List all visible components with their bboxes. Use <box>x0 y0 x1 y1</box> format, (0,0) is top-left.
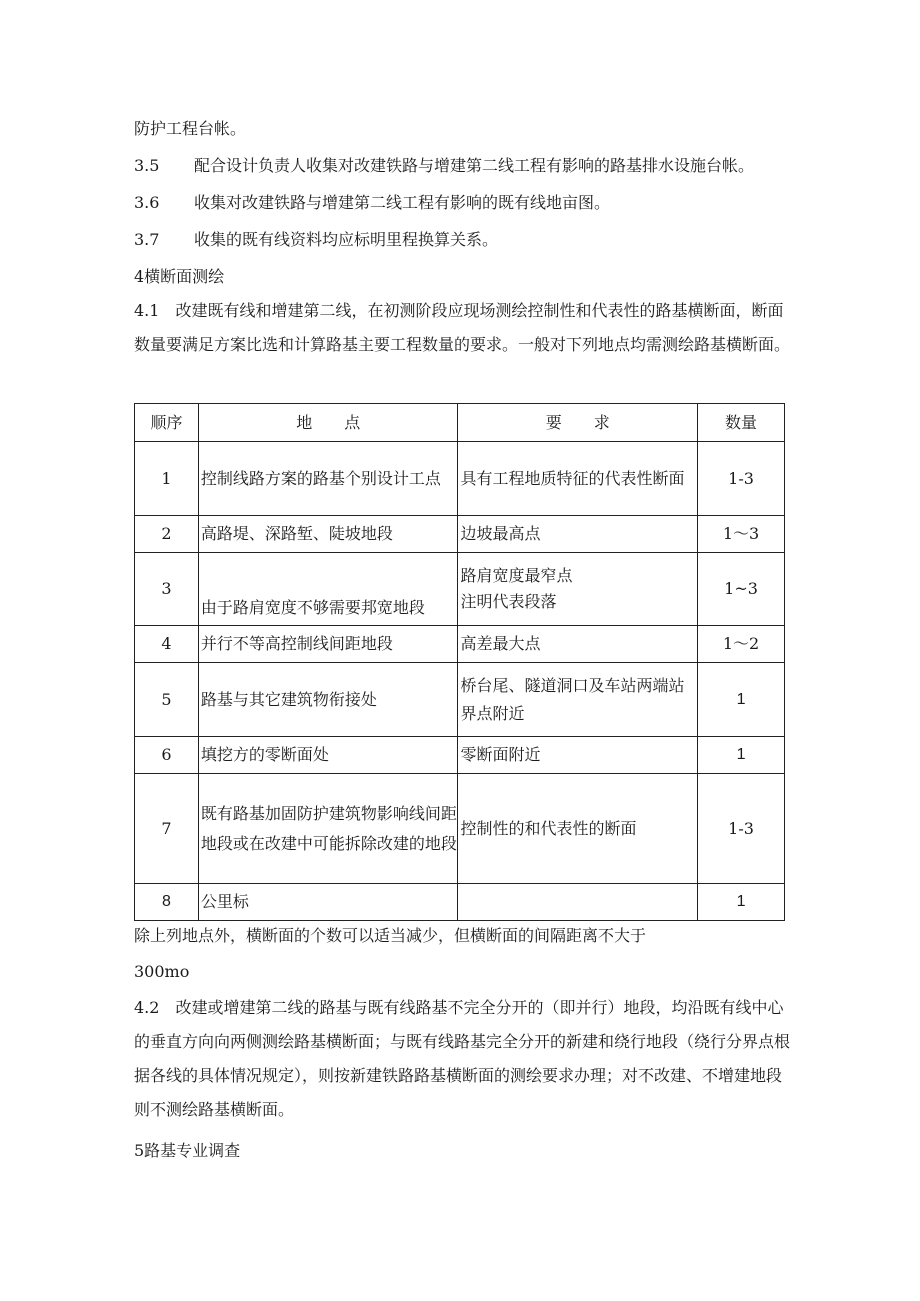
header-quantity: 数量 <box>698 404 785 442</box>
row-requirement <box>458 884 698 921</box>
row-location: 控制线路方案的路基个别设计工点 <box>198 442 458 516</box>
row-quantity: 1～2 <box>698 626 785 663</box>
row-order: 5 <box>135 663 199 737</box>
survey-location-table <box>134 403 785 921</box>
header-location: 地 点 <box>198 404 458 442</box>
row-requirement: 零断面附近 <box>458 737 698 774</box>
row-location: 高路堤、深路堑、陡坡地段 <box>198 516 458 553</box>
row-location: 填挖方的零断面处 <box>198 737 458 774</box>
row-requirement <box>458 553 698 626</box>
table-row <box>135 553 785 626</box>
table-row <box>135 663 785 737</box>
paragraph-3-5 <box>134 153 754 176</box>
row-order: 4 <box>135 626 199 663</box>
section-text: 收集的既有线资料均应标明里程换算关系。 <box>194 230 499 249</box>
row-requirement: 高差最大点 <box>458 626 698 663</box>
paragraph-4-1: 4.1 改建既有线和增建第二线，在初测阶段应现场测绘控制性和代表性的路基横断面，断面数量要满足方案比选和计算路基主要工程数量的要求。一般对下列地点均需测绘路基横断面。 <box>134 301 791 354</box>
table-row <box>135 626 785 663</box>
requirement-line-2: 注明代表段落 <box>460 592 557 611</box>
paragraph-3-6 <box>134 190 610 213</box>
row-order: 7 <box>135 774 199 884</box>
section-text: 收集对改建铁路与增建第二线工程有影响的既有线地亩图。 <box>194 193 611 212</box>
header-requirement: 要 求 <box>458 404 698 442</box>
section-number: 3.5 <box>134 156 160 175</box>
section-number: 3.7 <box>134 230 160 249</box>
row-location: 并行不等高控制线间距地段 <box>198 626 458 663</box>
row-order: 3 <box>135 553 199 626</box>
row-location: 由于路肩宽度不够需要邦宽地段 <box>198 553 458 626</box>
paragraph-3-7 <box>134 227 498 250</box>
row-quantity: 1～3 <box>698 516 785 553</box>
header-order: 顺序 <box>135 404 199 442</box>
row-location: 既有路基加固防护建筑物影响线间距地段或在改建中可能拆除改建的地段 <box>198 774 458 884</box>
paragraph-distance-value: 300mo <box>134 962 190 981</box>
paragraph-4-2: 4.2 改建或增建第二线的路基与既有线路基不完全分开的（即并行）地段，均沿既有线中心的垂直方向向两侧测绘路基横断面；与既有线路基完全分开的新建和绕行地段（绕行分界点根据各线的具体情况规定），则按新建铁路路基横断面的测绘要求办理；对不改建、不增建地段则不测绘路基横断面。 <box>134 998 791 1119</box>
heading-section-4: 4横断面测绘 <box>134 267 225 286</box>
table-row <box>135 884 785 921</box>
row-requirement: 控制性的和代表性的断面 <box>458 774 698 884</box>
paragraph-protection-ledger: 防护工程台帐。 <box>134 119 247 138</box>
row-order: 8 <box>135 884 199 921</box>
row-order: 2 <box>135 516 199 553</box>
row-order: 6 <box>135 737 199 774</box>
table-row <box>135 516 785 553</box>
row-order: 1 <box>135 442 199 516</box>
row-quantity: 1 <box>698 663 785 737</box>
section-number: 3.6 <box>134 193 160 212</box>
row-requirement: 桥台尾、隧道洞口及车站两端站界点附近 <box>458 663 698 737</box>
row-quantity: 1 <box>698 737 785 774</box>
section-text: 配合设计负责人收集对改建铁路与增建第二线工程有影响的路基排水设施台帐。 <box>194 156 755 175</box>
paragraph-after-table: 除上列地点外，横断面的个数可以适当减少，但横断面的间隔距离不大于 <box>134 926 647 945</box>
table-row <box>135 737 785 774</box>
row-location: 公里标 <box>198 884 458 921</box>
requirement-line-1: 路肩宽度最窄点 <box>460 566 573 585</box>
row-quantity: 1~3 <box>698 553 785 626</box>
heading-section-5: 5路基专业调查 <box>134 1141 241 1160</box>
row-requirement: 边坡最高点 <box>458 516 698 553</box>
row-quantity: 1-3 <box>698 774 785 884</box>
row-location: 路基与其它建筑物衔接处 <box>198 663 458 737</box>
table-header-row <box>135 404 785 442</box>
row-requirement: 具有工程地质特征的代表性断面 <box>458 442 698 516</box>
row-quantity: 1-3 <box>698 442 785 516</box>
table-row <box>135 774 785 884</box>
row-quantity: 1 <box>698 884 785 921</box>
table-row <box>135 442 785 516</box>
